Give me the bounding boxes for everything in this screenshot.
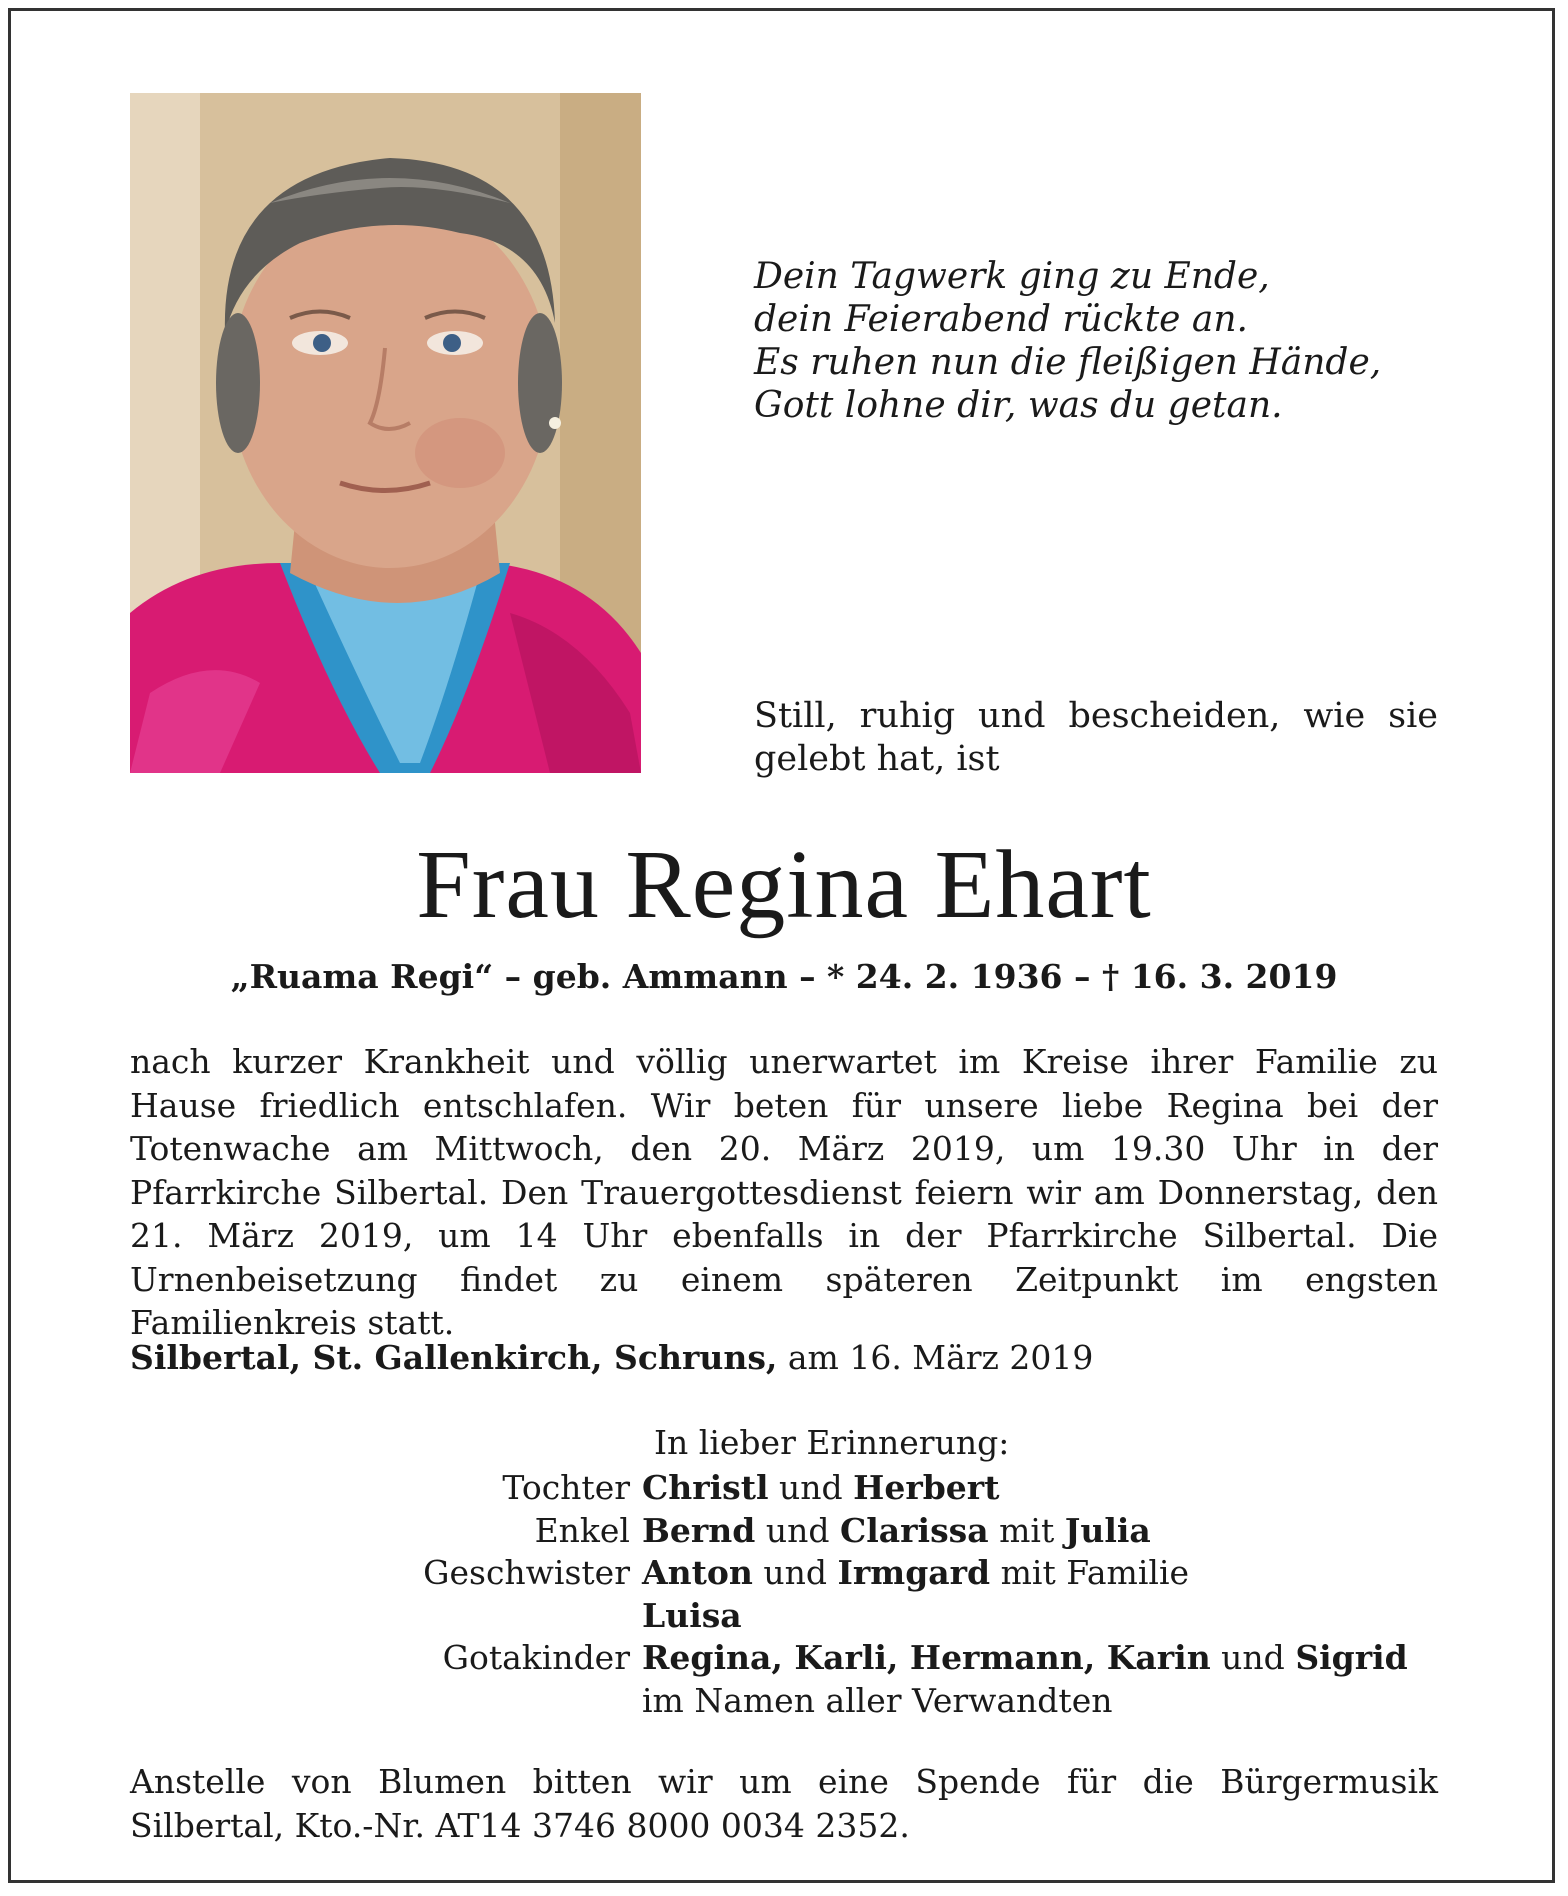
- place-date-line: [130, 1336, 1093, 1379]
- family-row-gotakinder: [160, 1637, 1460, 1680]
- family-name: Clarissa: [839, 1510, 989, 1550]
- family-names: [642, 1552, 1189, 1595]
- family-row-enkel: [160, 1510, 1460, 1553]
- family-row-geschwister: [160, 1552, 1460, 1595]
- family-row-tochter: [160, 1467, 1460, 1510]
- conjunction: und: [752, 1553, 838, 1592]
- portrait-photo: [130, 93, 641, 773]
- announcement-date: am 16. März 2019: [777, 1338, 1094, 1377]
- memory-heading: In lieber Erinnerung:: [654, 1423, 1010, 1462]
- poem-line: Gott lohne dir, was du getan.: [754, 385, 1283, 426]
- family-role-empty: [160, 1595, 642, 1638]
- conjunction: mit Familie: [990, 1553, 1190, 1592]
- family-name: Christl: [642, 1468, 769, 1507]
- deceased-name: Frau Regina Ehart: [416, 831, 1152, 939]
- memorial-poem: [754, 255, 1454, 427]
- family-role: Tochter: [502, 1468, 630, 1507]
- conjunction: mit: [988, 1510, 1065, 1550]
- family-name: Herbert: [853, 1468, 1000, 1507]
- poem-line: dein Feierabend rückte an.: [754, 299, 1248, 340]
- intro-text: Still, ruhig und bescheiden, wie sie gelebt hat, ist: [754, 696, 1438, 779]
- poem-line: Es ruhen nun die fleißigen Hände,: [754, 342, 1382, 383]
- family-name: Bernd: [642, 1510, 756, 1550]
- family-names: [642, 1467, 999, 1510]
- family-role: Geschwister: [423, 1553, 630, 1592]
- family-row-luisa: [160, 1595, 1460, 1638]
- family-names: [642, 1637, 1408, 1680]
- family-name: Anton: [642, 1553, 753, 1592]
- donation-request: Anstelle von Blumen bitten wir um eine Spende für die Bürgermusik Silbertal, Kto.-Nr. AT14 3746 8000 0034 2352.: [130, 1762, 1438, 1845]
- conjunction: und: [755, 1510, 840, 1550]
- family-role: Enkel: [534, 1510, 630, 1550]
- family-name: Julia: [1064, 1510, 1151, 1550]
- family-names: [642, 1510, 1151, 1553]
- nickname-dates: „Ruama Regi“ – geb. Ammann – * 24. 2. 1936 – † 16. 3. 2019: [230, 957, 1338, 996]
- announcement-text: nach kurzer Krankheit und völlig unerwartet im Kreise ihrer Familie zu Hause friedlich entschlafen. Wir beten für unsere liebe Regina bei der Totenwache am Mittwoch, den 20. März 2019, um 19.30 Uhr in der Pfarrkirche Silbertal. Den Trauergottesdienst feiern wir am Donnerstag, den 21. März 2019, um 14 Uhr ebenfalls in der Pfarrkirche Silbertal. Die Urnenbeisetzung findet zu einem späteren Zeitpunkt im engsten Familienkreis statt.: [130, 1042, 1438, 1342]
- poem-line: Dein Tagwerk ging zu Ende,: [754, 256, 1270, 297]
- family-name: Luisa: [642, 1595, 742, 1635]
- family-row-verwandte: [160, 1680, 1460, 1723]
- family-role-empty: [160, 1680, 642, 1723]
- family-names: im Namen aller Verwandten: [642, 1680, 1113, 1720]
- conjunction: und: [768, 1468, 854, 1507]
- family-name: Irmgard: [837, 1553, 991, 1592]
- family-list: [160, 1467, 1460, 1722]
- family-role: Gotakinder: [442, 1638, 630, 1677]
- family-name: Sigrid: [1295, 1638, 1408, 1677]
- conjunction: und: [1210, 1638, 1296, 1677]
- place-names: Silbertal, St. Gallenkirch, Schruns,: [130, 1338, 778, 1377]
- family-names: [642, 1595, 742, 1638]
- family-name: Regina, Karli, Hermann, Karin: [642, 1638, 1211, 1677]
